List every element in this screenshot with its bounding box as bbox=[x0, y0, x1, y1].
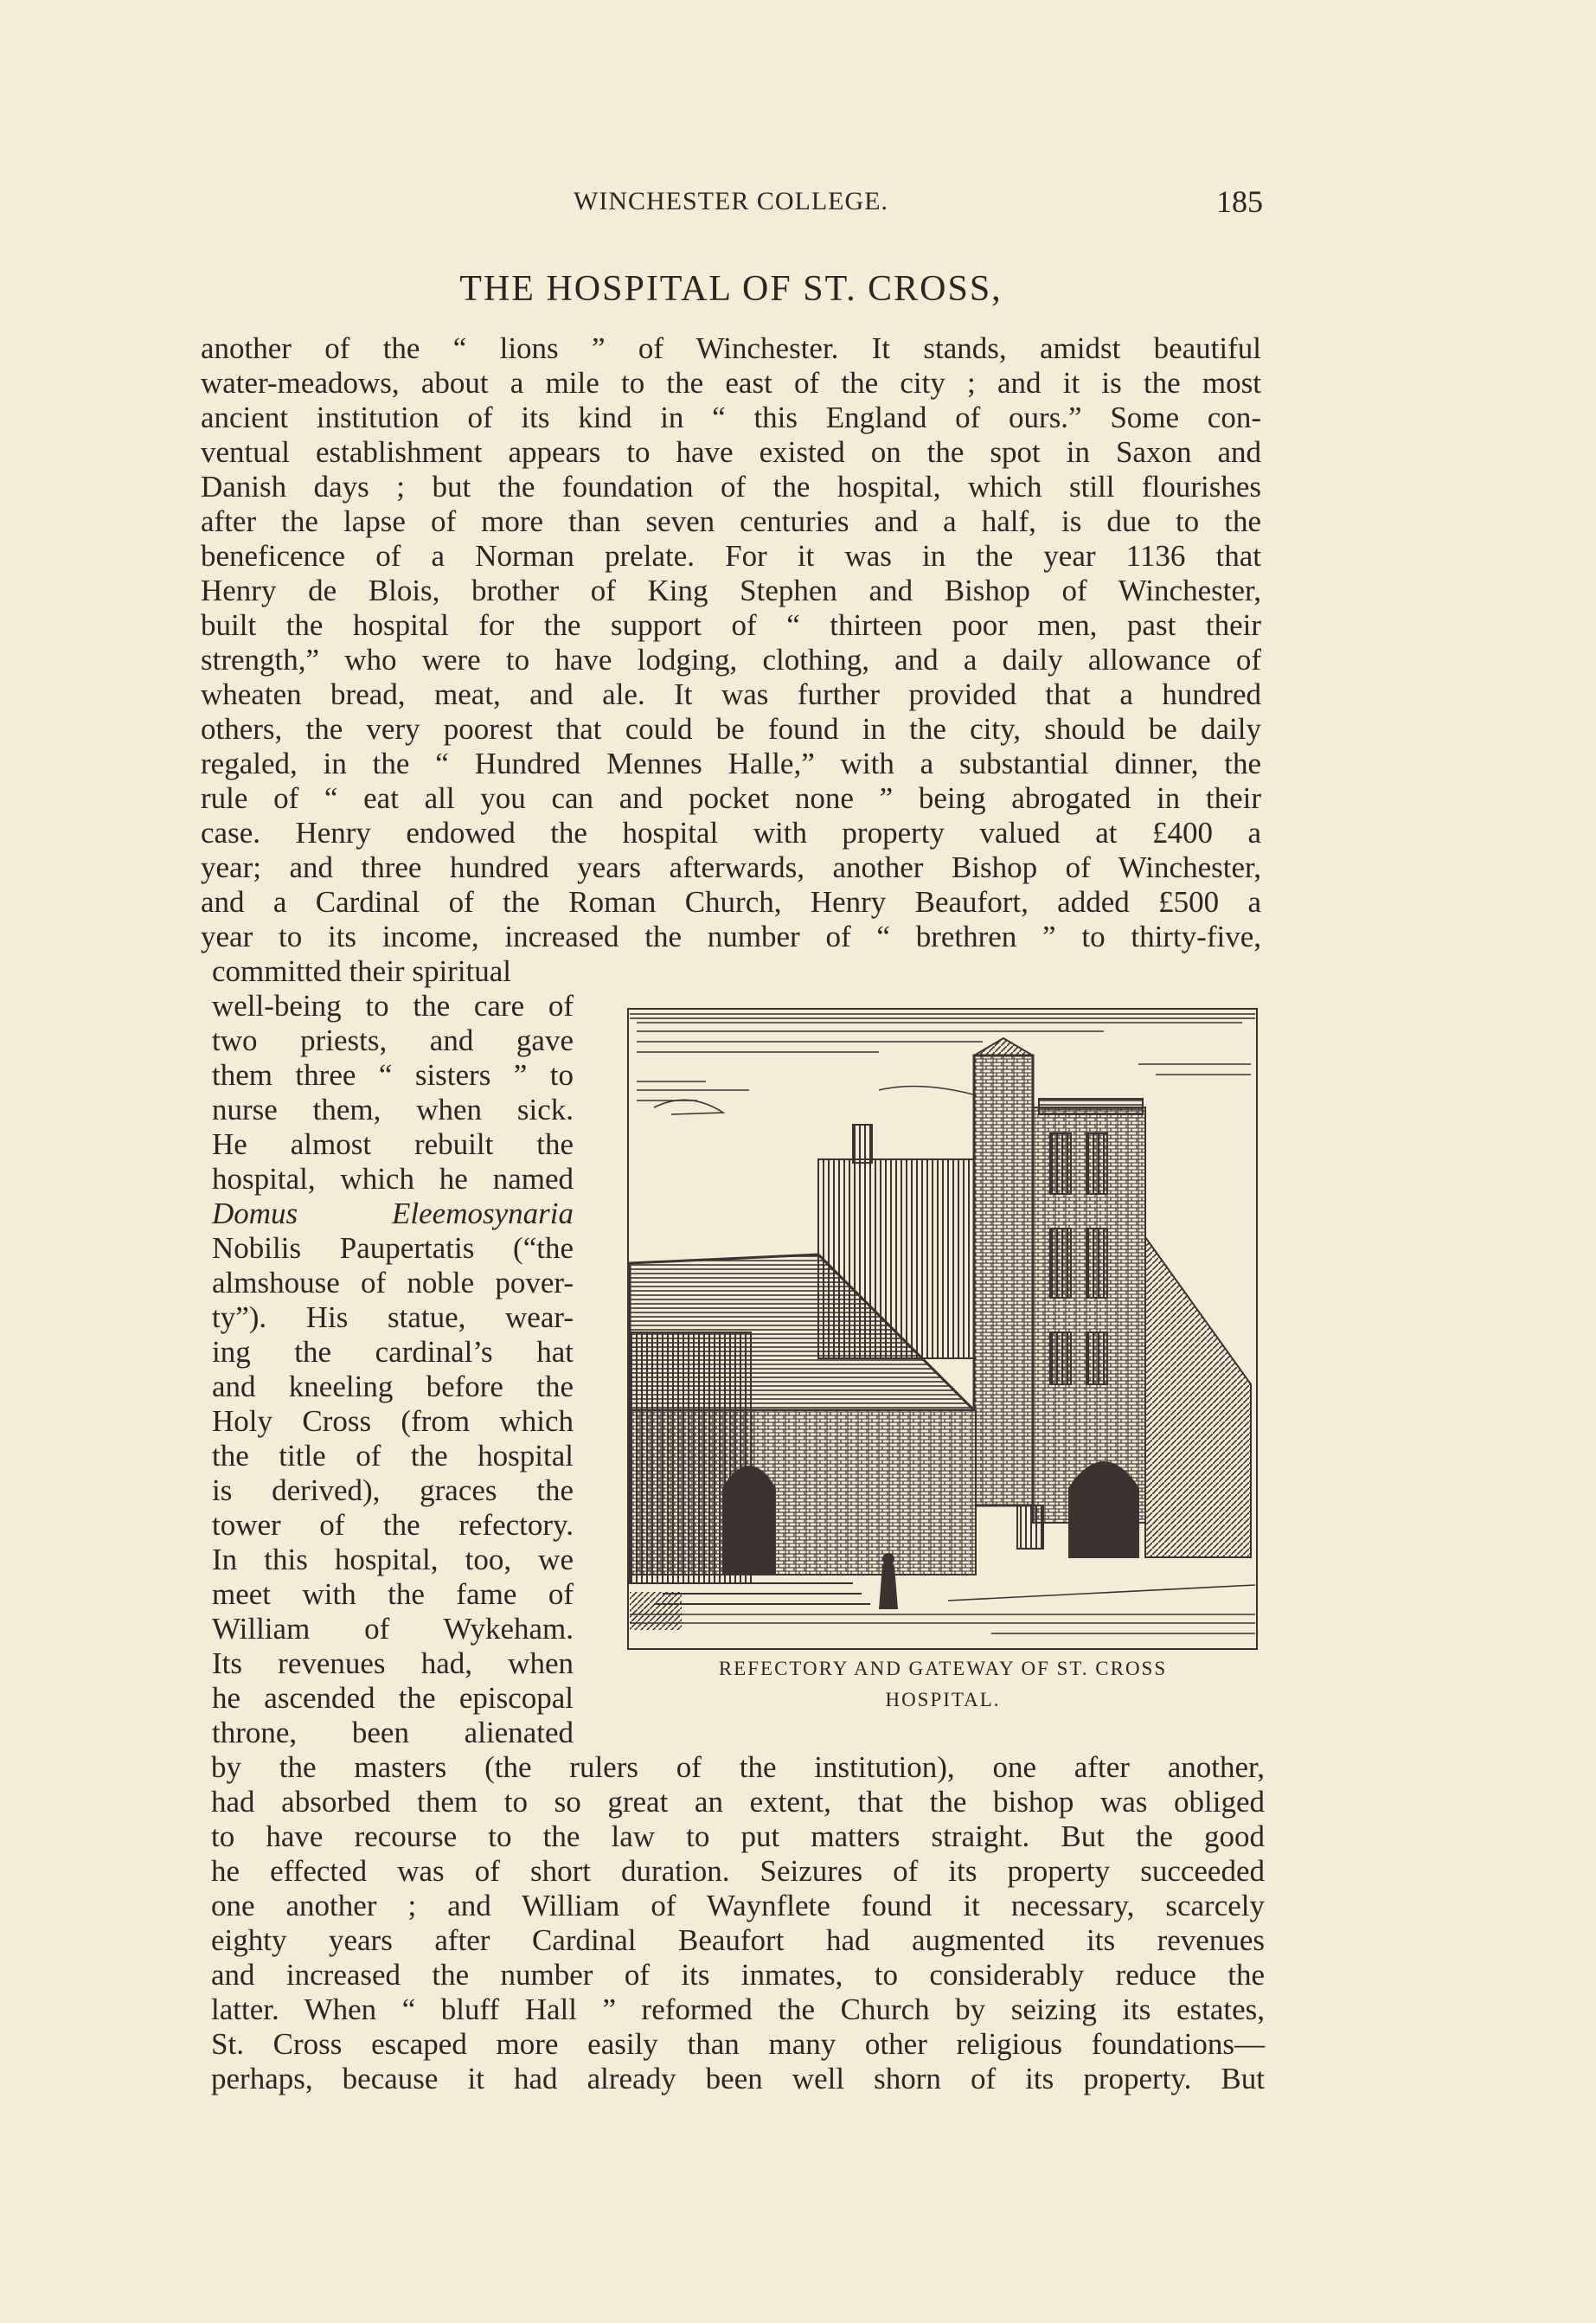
body-line: Danish days ; but the foundation of the hospital, which still flourishes bbox=[201, 470, 1261, 504]
body-line: others, the very poorest that could be found in the city, should be daily bbox=[201, 712, 1261, 746]
body-line: year; and three hundred years afterwards, another Bishop of Winchester, bbox=[201, 850, 1261, 884]
body-line: beneficence of a Norman prelate. For it was in the year 1136 that bbox=[201, 539, 1261, 573]
body-line: Henry de Blois, brother of King Stephen and Bishop of Winchester, bbox=[201, 574, 1261, 607]
page-number: 185 bbox=[1216, 184, 1263, 219]
body-line: meet with the fame of bbox=[212, 1577, 574, 1611]
body-line: throne, been alienated bbox=[212, 1716, 574, 1749]
body-line: case. Henry endowed the hospital with property valued at £400 a bbox=[201, 816, 1261, 850]
body-line: committed their spiritual bbox=[212, 954, 512, 988]
figure-caption-line2: HOSPITAL. bbox=[885, 1689, 1001, 1710]
body-line: eighty years after Cardinal Beaufort had augmented its revenues bbox=[211, 1923, 1265, 1957]
running-head bbox=[199, 183, 1263, 227]
body-line: well-being to the care of bbox=[212, 989, 574, 1023]
body-line: is derived), graces the bbox=[212, 1473, 574, 1507]
body-line: rule of “ eat all you can and pocket none ” being abrogated in their bbox=[201, 781, 1261, 815]
body-line: ty”). His statue, wear- bbox=[212, 1300, 574, 1334]
body-line: one another ; and William of Waynflete found it necessary, scarcely bbox=[211, 1889, 1265, 1922]
body-line: two priests, and gave bbox=[212, 1024, 574, 1057]
body-line: ventual establishment appears to have existed on the spot in Saxon and bbox=[201, 435, 1261, 469]
body-line: he effected was of short duration. Seizures of its property succeeded bbox=[211, 1854, 1265, 1888]
body-line: after the lapse of more than seven centuries and a half, is due to the bbox=[201, 504, 1261, 538]
body-line: ancient institution of its kind in “ this England of ours.” Some con- bbox=[201, 401, 1261, 434]
body-line: and increased the number of its inmates, to considerably reduce the bbox=[211, 1958, 1265, 1992]
body-line: water-meadows, about a mile to the east of the city ; and it is the most bbox=[201, 366, 1261, 400]
body-line: Domus Eleemosynaria bbox=[212, 1197, 574, 1230]
body-line: regaled, in the “ Hundred Mennes Halle,” with a substantial dinner, the bbox=[201, 747, 1261, 780]
body-line: St. Cross escaped more easily than many other religious foundations— bbox=[211, 2027, 1265, 2061]
body-line: Nobilis Paupertatis (“the bbox=[212, 1231, 574, 1265]
body-line: hospital, which he named bbox=[212, 1162, 574, 1196]
body-line: strength,” who were to have lodging, clothing, and a daily allowance of bbox=[201, 643, 1261, 677]
body-line: and a Cardinal of the Roman Church, Henry Beaufort, added £500 a bbox=[201, 885, 1261, 919]
body-line: and kneeling before the bbox=[212, 1370, 574, 1403]
body-line: almshouse of noble pover- bbox=[212, 1266, 574, 1299]
body-line: Holy Cross (from which bbox=[212, 1404, 574, 1438]
body-line: the title of the hospital bbox=[212, 1439, 574, 1473]
running-title: WINCHESTER COLLEGE. bbox=[574, 187, 888, 215]
body-line: ing the cardinal’s hat bbox=[212, 1335, 574, 1369]
body-line: wheaten bread, meat, and ale. It was further provided that a hundred bbox=[201, 677, 1261, 711]
body-line: tower of the refectory. bbox=[212, 1508, 574, 1542]
body-line: built the hospital for the support of “ thirteen poor men, past their bbox=[201, 608, 1261, 642]
body-line: latter. When “ bluff Hall ” reformed the Church by seizing its estates, bbox=[211, 1993, 1265, 2026]
body-line: In this hospital, too, we bbox=[212, 1543, 574, 1576]
section-heading: THE HOSPITAL OF ST. CROSS, bbox=[459, 269, 1003, 309]
body-line: had absorbed them to so great an extent, that the bishop was obliged bbox=[211, 1785, 1265, 1819]
body-line: to have recourse to the law to put matters straight. But the good bbox=[211, 1819, 1265, 1853]
body-line: Its revenues had, when bbox=[212, 1646, 574, 1680]
body-line: year to its income, increased the number of “ brethren ” to thirty-five, bbox=[201, 920, 1261, 953]
body-line: perhaps, because it had already been well shorn of its property. But bbox=[211, 2062, 1265, 2095]
body-line: He almost rebuilt the bbox=[212, 1127, 574, 1161]
body-line: them three “ sisters ” to bbox=[212, 1058, 574, 1092]
body-line: he ascended the episcopal bbox=[212, 1681, 574, 1715]
body-line: by the masters (the rulers of the institution), one after another, bbox=[211, 1750, 1265, 1784]
figure-caption-line1: REFECTORY AND GATEWAY OF ST. CROSS bbox=[718, 1658, 1168, 1679]
body-line: another of the “ lions ” of Winchester. It stands, amidst beautiful bbox=[201, 331, 1261, 365]
body-line: William of Wykeham. bbox=[212, 1612, 574, 1646]
body-line: nurse them, when sick. bbox=[212, 1093, 574, 1126]
refectory-engraving bbox=[619, 1004, 1263, 1654]
